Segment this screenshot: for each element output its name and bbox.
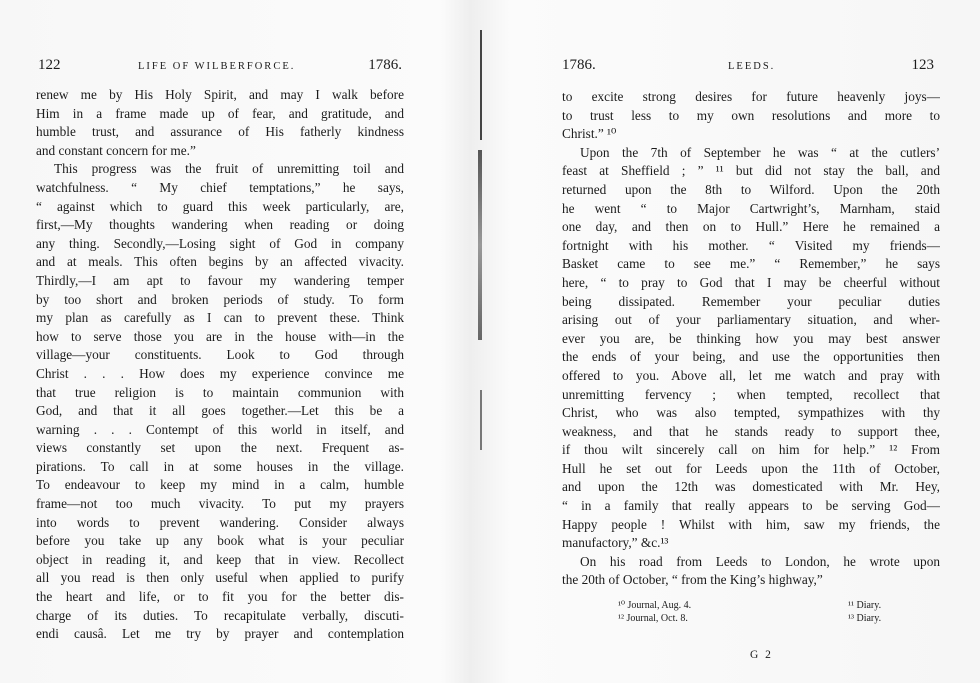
page-number: 123 <box>911 57 934 73</box>
footnotes-column <box>618 600 691 625</box>
text-line: before you take up any book what is your peculiar <box>36 533 404 549</box>
left-page-header <box>36 57 404 77</box>
text-line: Thirdly,—I am apt to favour my wandering temper <box>36 272 404 288</box>
text-line: charge of its duties. To recapitulate verbally, discuti- <box>36 607 404 623</box>
text-line: watchfulness. “ My chief temptations,” he says, <box>36 179 404 195</box>
header-year: 1786. <box>368 57 402 73</box>
running-head: LEEDS. <box>728 61 776 72</box>
text-line: To endeavour to keep my mind in a calm, humble <box>36 477 404 493</box>
text-line: village—your constituents. Look to God through <box>36 347 404 363</box>
gutter-shadow <box>480 30 482 140</box>
text-line: he went “ to Major Cartwright’s, Marnham, staid <box>562 200 940 216</box>
footnote: ¹² Journal, Oct. 8. <box>618 612 688 624</box>
right-page-header <box>562 57 940 77</box>
page-number: 122 <box>38 57 61 73</box>
footnote: ¹¹ Diary. <box>848 600 882 611</box>
text-line: Him in a frame made up of fear, and gratitude, and <box>36 105 404 121</box>
text-line: one day, and then on to Hull.” Here he remained a <box>562 219 940 235</box>
text-line: Hull he set out for Leeds upon the 11th of October, <box>562 460 940 476</box>
text-line: any thing. Secondly,—Losing sight of God in company <box>36 235 404 251</box>
text-line: weakness, and that he stands ready to support thee, <box>562 423 940 439</box>
text-line: This progress was the fruit of unremitting toil and <box>54 161 404 177</box>
text-line: renew me by His Holy Spirit, and may I walk before <box>36 87 404 102</box>
text-line: unremitting fervency ; when tempted, recollect that <box>562 386 940 402</box>
text-line: to trust less to my own resolutions and more to <box>562 107 940 123</box>
text-line: views constantly set upon the next. Frequent as- <box>36 440 404 456</box>
book-gutter <box>474 30 488 450</box>
text-line: being dissipated. Remember your peculiar duties <box>562 293 940 309</box>
gutter-shadow <box>480 390 482 450</box>
text-line: Christ.” ¹⁰ <box>562 126 617 142</box>
text-line: ever you are, be thinking how you may best answer <box>562 330 940 346</box>
text-line: to excite strong desires for future heavenly joys— <box>562 89 940 104</box>
text-line: endi causâ. Let me try by prayer and contemplation <box>36 626 404 642</box>
header-year: 1786. <box>562 57 596 73</box>
text-line: Happy people ! Whilst with him, saw my friends, the <box>562 516 940 532</box>
text-line: the 20th of October, “ from the King’s highway,” <box>562 572 823 588</box>
text-line: Basket came to see me.” “ Remember,” he says <box>562 256 940 272</box>
text-line: warning . . . Contempt of this world in itself, and <box>36 421 404 437</box>
text-line: the ends of your being, and use the opportunities then <box>562 349 940 365</box>
text-line: “ in a family that really appears to be serving God— <box>562 498 940 514</box>
footnote: ¹³ Diary. <box>848 612 882 624</box>
text-line: first,—My thoughts wandering when reading or doing <box>36 217 404 233</box>
text-line: and constant concern for me.” <box>36 142 196 158</box>
text-line: all you read is then only useful when applied to purify <box>36 570 404 586</box>
text-line: “ against which to guard this week particularly, are, <box>36 198 404 214</box>
text-line: frame—not too much vivacity. To put my prayers <box>36 496 404 512</box>
running-head: LIFE OF WILBERFORCE. <box>138 61 296 72</box>
text-line: On his road from Leeds to London, he wrote upon <box>580 553 940 569</box>
text-line: fortnight with his mother. “ Visited my friends— <box>562 237 940 253</box>
text-line: that true religion is to maintain communion with <box>36 384 404 400</box>
text-line: arising out of your parliamentary situation, and wher- <box>562 312 940 328</box>
text-line: feast at Sheffield ; ” ¹¹ but did not stay the ball, and <box>562 163 940 179</box>
text-line: here, “ to pray to God that I may be cheerful without <box>562 274 940 290</box>
text-line: how to serve those you are in the house with—in the <box>36 328 404 344</box>
footnotes-column <box>848 600 881 625</box>
gutter-shadow <box>478 150 482 340</box>
text-line: and at meals. This often begins by an affected vivacity. <box>36 254 404 270</box>
text-line: Christ, who was also tempted, sympathizes with thy <box>562 405 940 421</box>
text-line: manufactory,” &c.¹³ <box>562 535 669 551</box>
text-line: my plan as carefully as I can to prevent these. Think <box>36 310 404 326</box>
text-line: if thou wilt sincerely call on him for help.” ¹² From <box>562 442 940 458</box>
left-page-text <box>36 86 404 644</box>
text-line: by too short and broken periods of study. To form <box>36 291 404 307</box>
text-line: object in reading it, and keep that in view. Recollect <box>36 551 404 567</box>
text-line: humble trust, and assurance of His fatherly kindness <box>36 124 404 140</box>
text-line: Upon the 7th of September he was “ at the cutlers’ <box>580 144 940 160</box>
text-line: the heart and life, or to fit you for the better dis- <box>36 589 404 605</box>
text-line: pirations. To call in at some houses in the village. <box>36 458 404 474</box>
text-line: into words to prevent wandering. Consider always <box>36 514 404 530</box>
footnote: ¹⁰ Journal, Aug. 4. <box>618 600 692 611</box>
text-line: returned upon the 8th to Wilford. Upon the 20th <box>562 181 940 197</box>
text-line: Christ . . . How does my experience convince me <box>36 365 404 381</box>
text-line: offered to you. Above all, let me watch and pray with <box>562 367 940 383</box>
right-page-text <box>562 88 940 590</box>
signature-mark: G 2 <box>750 649 773 661</box>
text-line: and upon the 12th was domesticated with Mr. Hey, <box>562 479 940 495</box>
text-line: God, and that it all goes together.—Let this be a <box>36 403 404 419</box>
